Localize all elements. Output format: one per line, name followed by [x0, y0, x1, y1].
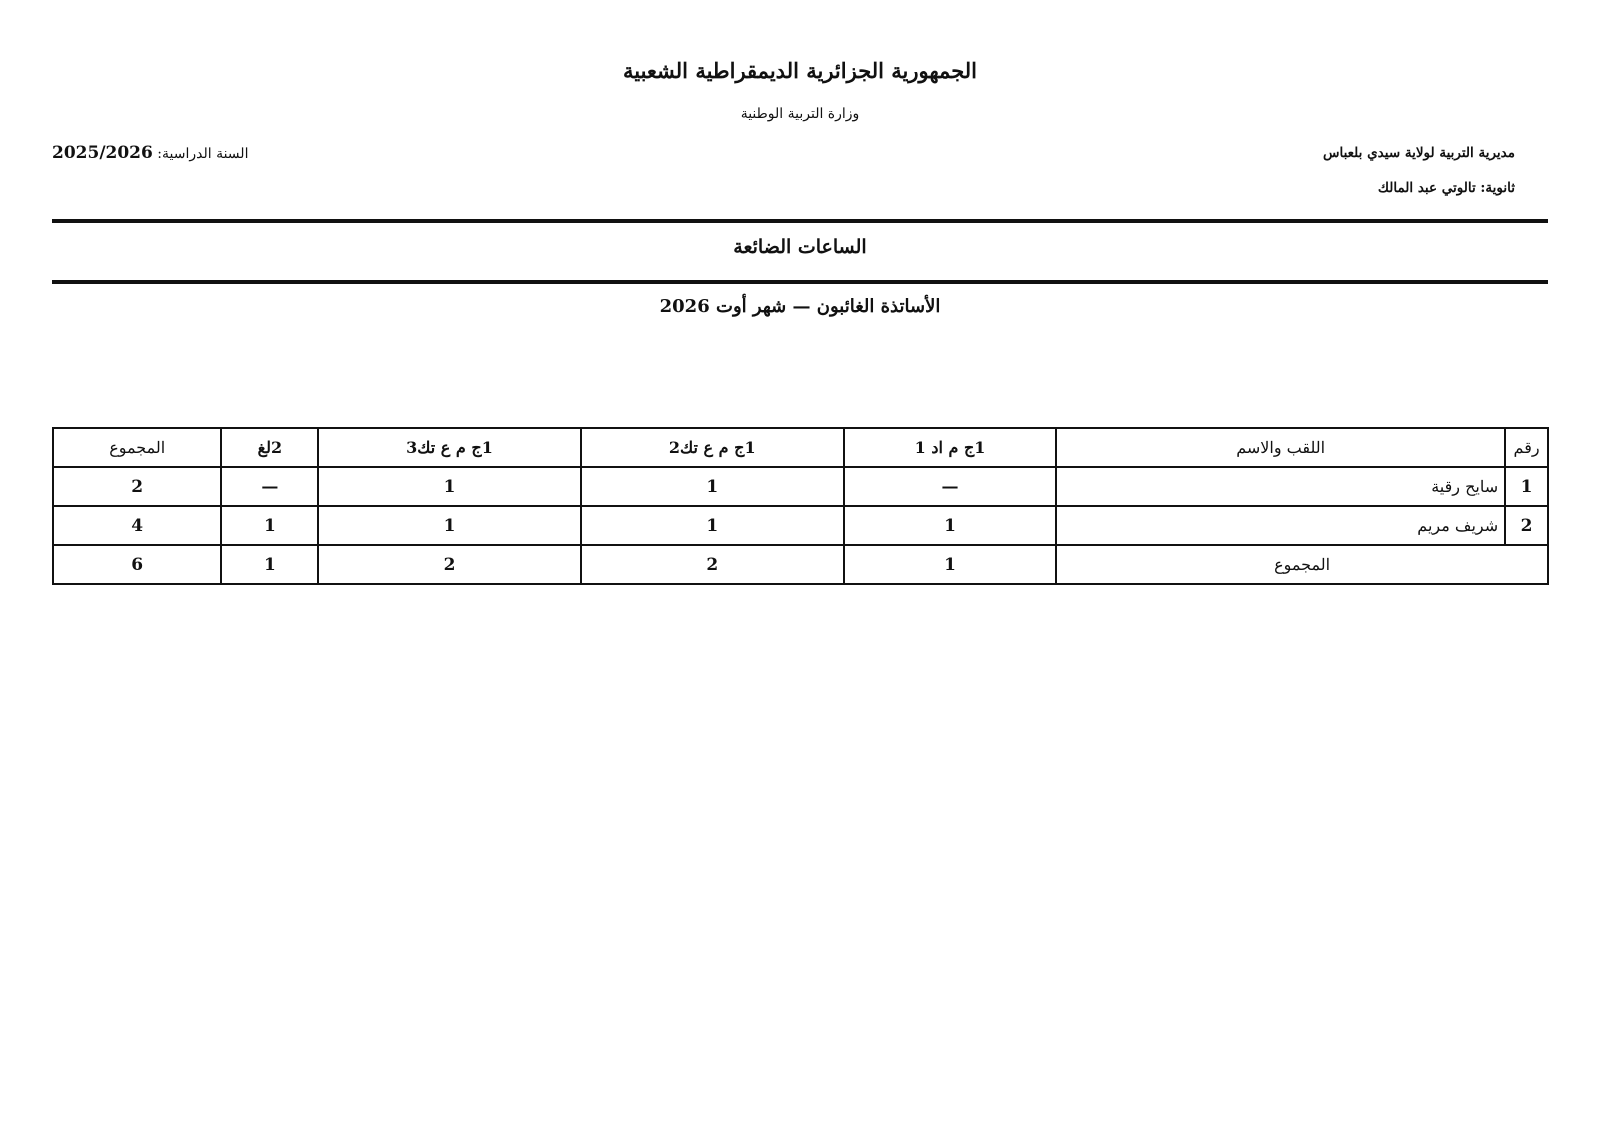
table-row	[53, 467, 1548, 506]
ministry-heading: وزارة التربية الوطنية	[740, 106, 860, 122]
col-header-c3: 1ج م ع تك3	[318, 428, 580, 467]
table-row	[53, 506, 1548, 545]
total-c1: 1	[844, 545, 1056, 584]
teacher-name: شريف مريم	[1056, 506, 1505, 545]
row-number: 2	[1505, 506, 1548, 545]
bottom-rule	[52, 280, 1548, 284]
report-subtitle: الأساتذة الغائبون — شهر أوت 2026	[659, 296, 941, 317]
cell-c1: —	[844, 467, 1056, 506]
col-header-c4: 2لغ	[221, 428, 318, 467]
cell-total: 2	[53, 467, 221, 506]
cell-total: 4	[53, 506, 221, 545]
table-header-row	[53, 428, 1548, 467]
col-header-name: اللقب والاسم	[1056, 428, 1505, 467]
total-c3: 2	[318, 545, 580, 584]
teacher-name: سايح رقية	[1056, 467, 1505, 506]
col-header-c2: 1ج م ع تك2	[581, 428, 844, 467]
total-c4: 1	[221, 545, 318, 584]
school-year-value: 2025/2026	[52, 143, 153, 163]
report-title: الساعات الضائعة	[733, 236, 867, 258]
col-header-total: المجموع	[53, 428, 221, 467]
cell-c4: —	[221, 467, 318, 506]
cell-c2: 1	[581, 506, 844, 545]
row-number: 1	[1505, 467, 1548, 506]
school-year-label: السنة الدراسية:	[157, 146, 249, 162]
school-year	[52, 143, 248, 163]
grand-total: 6	[53, 545, 221, 584]
cell-c1: 1	[844, 506, 1056, 545]
total-c2: 2	[581, 545, 844, 584]
cell-c4: 1	[221, 506, 318, 545]
directorate-label: مديرية التربية لولاية سيدي بلعباس	[1323, 145, 1515, 161]
top-rule	[52, 219, 1548, 223]
col-header-number: رقم	[1505, 428, 1548, 467]
school-name: ثانوية: تالوتي عبد المالك	[1377, 180, 1515, 196]
totals-label: المجموع	[1056, 545, 1548, 584]
republic-heading: الجمهورية الجزائرية الديمقراطية الشعبية	[622, 58, 977, 83]
col-header-c1: 1ج م اد 1	[844, 428, 1056, 467]
totals-row	[53, 545, 1548, 584]
cell-c2: 1	[581, 467, 844, 506]
lost-hours-table	[52, 427, 1549, 585]
cell-c3: 1	[318, 467, 580, 506]
cell-c3: 1	[318, 506, 580, 545]
